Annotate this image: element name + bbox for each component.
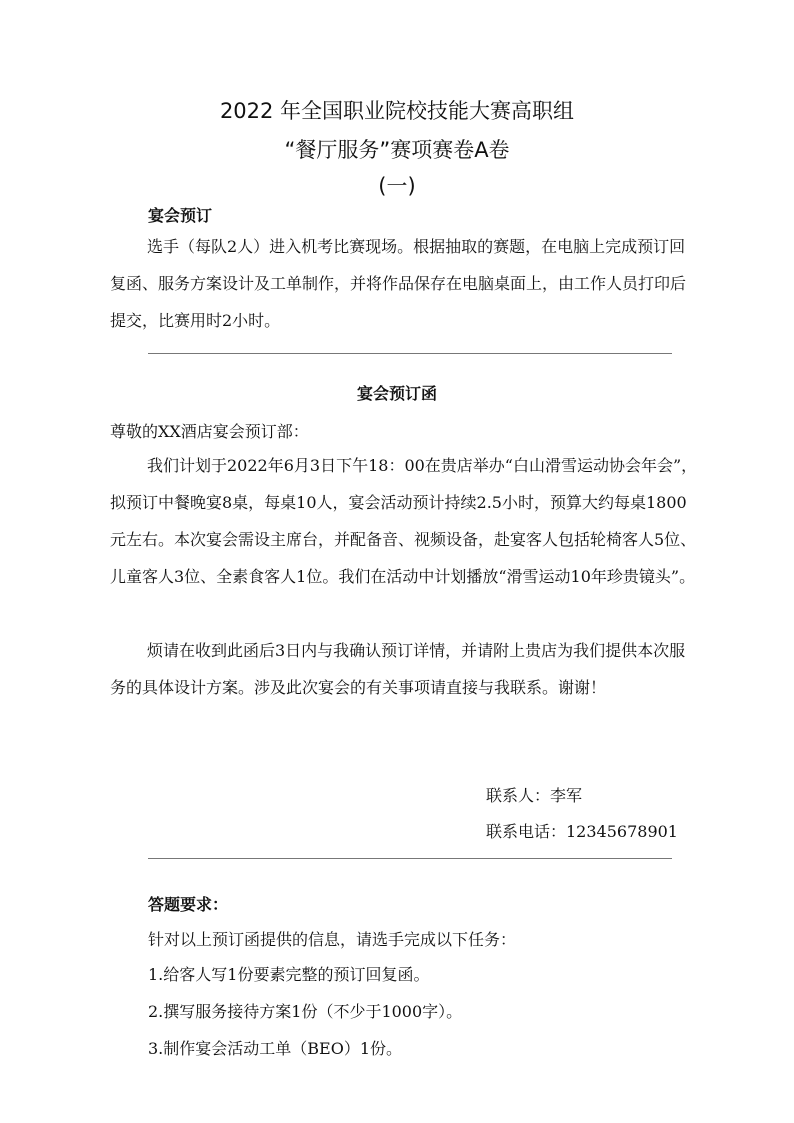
- letter-paragraph-2: 烦请在收到此函后3日内与我确认预订详情，并请附上贵店为我们提供本次服务的具体设计方案。涉及此次宴会的有关事项请直接与我联系。谢谢！: [110, 641, 686, 697]
- title-line-1: 2022 年全国职业院校技能大赛高职组: [219, 99, 575, 123]
- letter-paragraph-1: 我们计划于2022年6月3日下午18：00在贵店举办“白山滑雪运动协会年会”，拟预订中餐晚宴8桌，每桌10人，宴会活动预计持续2.5小时，预算大约每桌1800元左右。本次宴会需设主席台，并配备音、视频设备，赴宴客人包括轮椅客人5位、儿童客人3位、全素食客人1位。我们在活动中计划播放“滑雪运动10年珍贵镜头”。: [110, 456, 698, 586]
- title-line-3: (一): [378, 174, 416, 198]
- requirements-heading: 答题要求：: [148, 895, 229, 914]
- task-item-1: 1.给客人写1份要素完整的预订回复函。: [148, 965, 430, 984]
- requirements-intro: 针对以上预订函提供的信息，请选手完成以下任务：: [148, 930, 517, 949]
- task-item-2: 2.撰写服务接待方案1份（不少于1000字）。: [148, 1002, 463, 1021]
- contact-phone: 联系电话：12345678901: [486, 822, 678, 841]
- divider-bottom: [148, 858, 672, 859]
- section-heading: 宴会预订: [148, 206, 213, 225]
- salutation: 尊敬的XX酒店宴会预订部：: [110, 422, 309, 441]
- intro-paragraph: 选手（每队2人）进入机考比赛现场。根据抽取的赛题，在电脑上完成预订回复函、服务方案设计及工单制作，并将作品保存在电脑桌面上，由工作人员打印后提交，比赛用时2小时。: [110, 237, 687, 330]
- title-line-2: “餐厅服务”赛项赛卷A卷: [284, 138, 510, 162]
- task-item-3: 3.制作宴会活动工单（BEO）1份。: [148, 1039, 403, 1058]
- letter-title: 宴会预订函: [356, 384, 437, 403]
- contact-person: 联系人：李军: [486, 786, 583, 805]
- divider-top: [148, 353, 672, 354]
